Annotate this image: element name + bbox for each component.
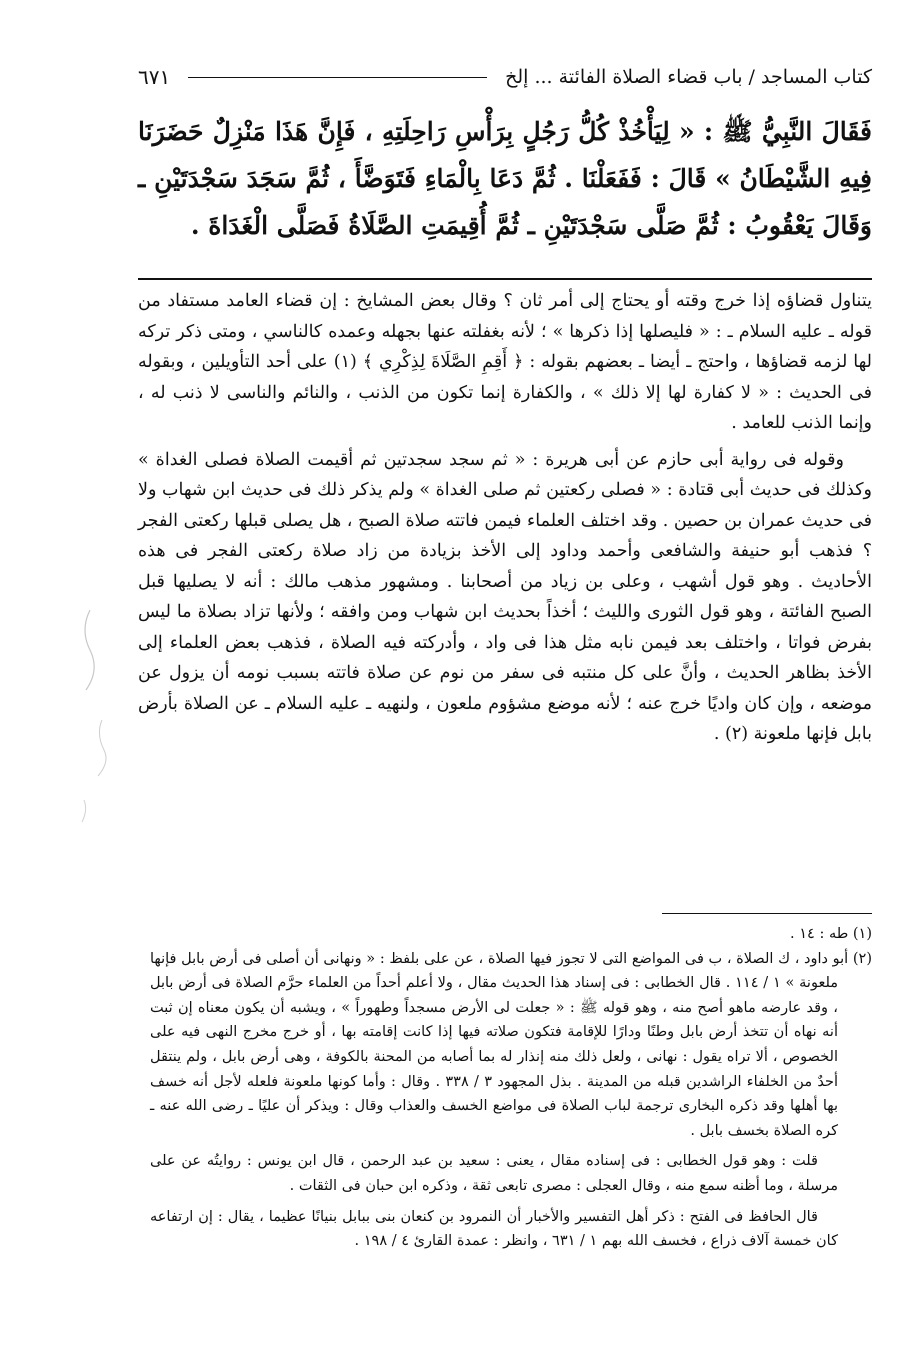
footnote-divider [662, 913, 872, 914]
footnotes [150, 922, 872, 1254]
footnote-2: (٢) أبو داود ، ك الصلاة ، ب فى المواضع التى لا تجوز فيها الصلاة ، عن على بلفظ : « ونهانى أن أصلى فى أرض بابل فإنها ملعونة » ١ / ١١٤ . قال الخطابى : فى إسناد هذا الحديث مقال ، ولا أعلم أحداً من العلماء حرَّم الصلاة فى أرض بابل ، وقد عارضه ماهو أصح منه ، وهو قوله ﷺ : « جعلت لى الأرض مسجداً وطهوراً » ، ويشبه أن يكون معناه إن ثبت أنه نهاه أن تتخذ أرض بابل وطنًا ودارًا للإقامة فتكون صلاته فيها إذا كانت إقامته بها ، أو خرج مخرج النهى فيه على الخصوص ، ألا تراه يقول : نهانى ، ولعل ذلك منه إنذار له بما أصابه من المحنة بالكوفة ، وهى أرض بابل ، ولم ينتقل أحدٌ من الخلفاء الراشدين قبله من المدينة . بذل المجهود ٣ / ٣٣٨ . وقال : وأما كونها ملعونة فلعله لأجل أنه خسف بها أهلها وقد ذكره البخارى ترجمة لباب الصلاة فى مواضع الخسف والعذاب وقال : ويذكر أن عليًا ـ رضى الله عنه ـ كره الصلاة بخسف بابل . [150, 950, 872, 1139]
commentary-paragraph: يتناول قضاؤه إذا خرج وقته أو يحتاج إلى أمر ثان ؟ وقال بعض المشايخ : إن قضاء العامد مستفاد من قوله ـ عليه السلام ـ : « فليصلها إذا ذكرها » ؛ لأنه بغفلته عنها بجهله وعمده كالناسي ، ومتى ذكر تركه لها لزمه قضاؤها ، واحتج ـ أيضا ـ بعضهم بقوله : ﴿ أَقِمِ الصَّلَاةَ لِذِكْرِي ﴾ (١) على أحد التأويلين ، وبقوله فى الحديث : « لا كفارة لها إلا ذلك » ، والكفارة إنما تكون من الذنب ، والنائم والناسى لا ذنب له ، وإنما الذنب للعامد . [138, 291, 872, 433]
page-number: ٦٧١ [138, 65, 171, 89]
section-divider [138, 278, 872, 280]
commentary-paragraph: وقوله فى رواية أبى حازم عن أبى هريرة : « ثم سجد سجدتين ثم أقيمت الصلاة فصلى الغداة » وكذلك فى حديث أبى قتادة : « فصلى ركعتين ثم صلى الغداة » ولم يذكر ذلك فى حديث ابن شهاب ولا فى حديث عمران بن حصين . وقد اختلف العلماء فيمن فاتته صلاة الصبح ، هل يصلى قبلها ركعتى الفجر ؟ فذهب أبو حنيفة والشافعى وأحمد وداود إلى الأخذ بزيادة من زاد صلاة ركعتى الفجر فى هذه الأحاديث . وهو قول أشهب ، وعلى بن زياد من أصحابنا . ومشهور مذهب مالك : أنه لا يصليها قبل الصبح الفائتة ، وهو قول الثورى والليث ؛ أخذاً بحديث ابن شهاب ومن وافقه ؛ ولأنها تزاد بصلاة ما ليس بفرض فواتا ، واختلف بعد فيمن نابه مثل هذا فى واد ، وأدركته فيه الصلاة ، فذهب بعض العلماء إلى الأخذ بظاهر الحديث ، وأنَّ على كل منتبه فى سفر من نوم عن صلاة فاتته بسبب نومه أن يزول عن موضعه ، وإن كان واديًا خرج عنه ؛ لأنه موضع مشؤوم ملعون ، ولنهيه ـ عليه السلام ـ عن الصلاة بأرض بابل فإنها ملعونة (٢) . [138, 449, 872, 744]
footnote-1: (١) طه : ١٤ . [790, 926, 872, 942]
hadith-text: فَقَالَ النَّبِيُّ ﷺ : « لِيَأْخُذْ كُلُّ رَجُلٍ بِرَأْسِ رَاحِلَتِهِ ، فَإِنَّ هَذَا مَنْزِلٌ حَضَرَنَا فِيهِ الشَّيْطَانُ » قَالَ : فَفَعَلْنَا . ثُمَّ دَعَا بِالْمَاءِ فَتَوَضَّأَ ، ثُمَّ سَجَدَ سَجْدَتَيْنِ ـ وَقَالَ يَعْقُوبُ : ثُمَّ صَلَّى سَجْدَتَيْنِ ـ ثُمَّ أُقِيمَتِ الصَّلَاةُ فَصَلَّى الْغَدَاةَ . [138, 117, 872, 240]
running-title: كتاب المساجد / باب قضاء الصلاة الفائتة ... إلخ [505, 66, 872, 88]
commentary [138, 286, 872, 756]
page-header [138, 62, 872, 92]
footnote-2-note: قلت : وهو قول الخطابى : فى إسناده مقال ، يعنى : سعيد بن عبد الرحمن ، قال ابن يونس : روايتُه عن على مرسلة ، وما أظنه سمع منه ، وقال العجلى : مصرى تابعى ثقة ، وذكره ابن حبان فى الثقات . [150, 1153, 838, 1194]
margin-annotation [40, 590, 130, 850]
footnote-2-note: قال الحافظ فى الفتح : ذكر أهل التفسير والأخبار أن النمرود بن كنعان بنى ببابل بنيانًا عظيما ، يقال : إن ارتفاعه كان خمسة آلاف ذراع ، فخسف الله بهم ١ / ٦٣١ ، وانظر : عمدة القارئ ٤ / ١٩٨ . [150, 1208, 838, 1250]
header-rule [188, 77, 487, 78]
faint-handwriting-mark [50, 600, 130, 850]
